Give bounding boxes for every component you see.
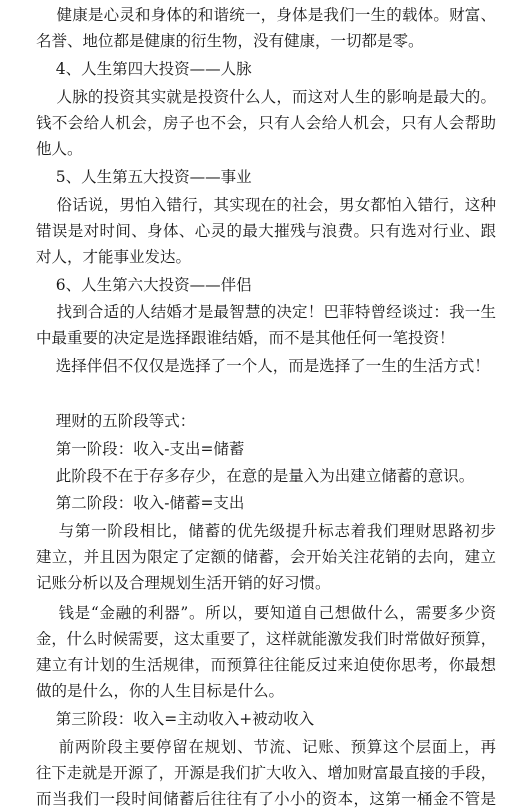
text-line: 中最重要的决定是选择跟谁结婚，而不是其他任何一笔投资！ — [36, 329, 455, 347]
text-line: 钱是“金融的利器”。所以，要知道自己想做什么，需要多少资 — [36, 604, 496, 622]
text-line: 往下走就是开源了，开源是我们扩大收入、增加财富最直接的手段， — [36, 764, 496, 782]
text-line: 俗话说，男怕入错行，其实现在的社会，男女都怕入错行，这种 — [36, 196, 496, 214]
text-line: 而当我们一段时间储蓄后往往有了小小的资本，这第一桶金不管是 — [36, 790, 496, 808]
text-line: 记账分析以及合理规划生活开销的好习惯。 — [36, 574, 331, 592]
text-line: 错误是对时间、身体、心灵的最大摧残与浪费。只有选对行业、跟 — [36, 222, 496, 240]
text-line: 建立有计划的生活规律，而预算往往能反过来迫使你思考，你最想 — [36, 656, 496, 674]
subsection-heading: 理财的五阶段等式： — [36, 412, 196, 430]
text-line: 对人，才能事业发达。 — [36, 248, 192, 266]
text-line: 前两阶段主要停留在规划、节流、记账、预算这个层面上，再 — [36, 738, 496, 756]
text-line: 建立，并且因为限定了定额的储蓄，会开始关注花销的去向，建立 — [36, 548, 496, 566]
text-line: 做的是什么，你的人生目标是什么。 — [36, 682, 285, 700]
stage-1-heading: 第一阶段：收入-支出=储蓄 — [36, 440, 245, 458]
stage-2-heading: 第二阶段：收入-储蓄=支出 — [36, 494, 245, 512]
text-line: 钱不会给人机会，房子也不会，只有人会给人机会，只有人会帮助 — [36, 114, 496, 132]
text-line: 与第一阶段相比，储蓄的优先级提升标志着我们理财思路初步 — [36, 522, 496, 540]
stage-3-heading: 第三阶段：收入=主动收入+被动收入 — [36, 710, 315, 728]
text-line: 金，什么时候需要，这太重要了，这样就能激发我们时常做好预算， — [36, 630, 496, 648]
text-line: 此阶段不在于存多存少，在意的是量入为出建立储蓄的意识。 — [36, 467, 475, 485]
text-line: 选择伴侣不仅仅是选择了一个人，而是选择了一生的生活方式！ — [36, 357, 490, 375]
text-line: 他人。 — [36, 140, 83, 158]
text-line: 人脉的投资其实就是投资什么人，而这对人生的影响是最大的。 — [36, 88, 496, 106]
text-line: 健康是心灵和身体的和谐统一，身体是我们一生的载体。财富、 — [36, 6, 496, 24]
text-line: 找到合适的人结婚才是最智慧的决定！巴菲特曾经谈过：我一生 — [36, 303, 496, 321]
section-heading-4: 4、人生第四大投资——人脉 — [36, 60, 252, 78]
section-heading-6: 6、人生第六大投资——伴侣 — [36, 276, 252, 294]
text-line: 名誉、地位都是健康的衍生物，没有健康，一切都是零。 — [36, 32, 424, 50]
section-heading-5: 5、人生第五大投资——事业 — [36, 168, 252, 186]
